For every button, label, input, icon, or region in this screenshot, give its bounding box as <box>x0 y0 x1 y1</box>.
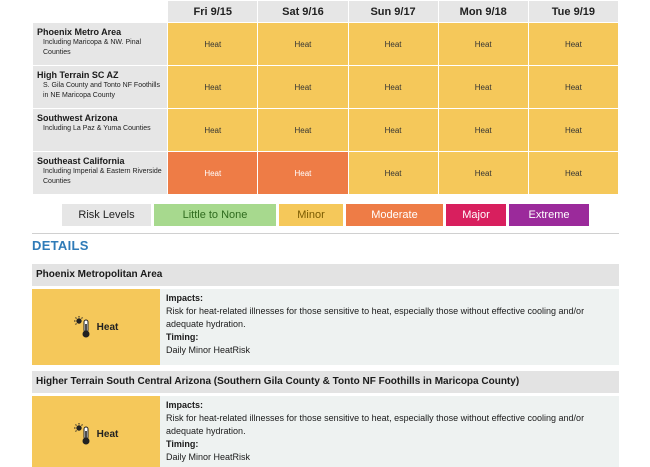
risk-cell: Heat <box>348 109 438 152</box>
impacts-text: Risk for heat-related illnesses for those sensitive to heat, especially those without effective cooling and/or adequate hydration. <box>166 306 585 329</box>
table-header-row <box>33 1 619 23</box>
timing-label: Timing: <box>166 439 199 449</box>
section-heading: Higher Terrain South Central Arizona (Southern Gila County & Tonto NF Foothills in Maricopa County) <box>32 371 619 393</box>
legend-major: Major <box>446 204 506 226</box>
day-header: Sat 9/16 <box>258 1 348 23</box>
region-subtitle: Including Imperial & Eastern Riverside Counties <box>43 168 162 185</box>
region-cell <box>33 109 168 152</box>
hazard-label: Heat <box>96 321 119 333</box>
risk-cell: Heat <box>348 66 438 109</box>
section-body <box>32 289 619 365</box>
table-row <box>33 152 619 195</box>
risk-cell: Heat <box>528 109 618 152</box>
risk-cell: Heat <box>438 66 528 109</box>
risk-cell: Heat <box>258 23 348 66</box>
risk-cell: Heat <box>258 109 348 152</box>
impacts-label: Impacts: <box>166 400 204 410</box>
divider <box>32 233 619 234</box>
section-info <box>166 292 616 357</box>
risk-cell: Heat <box>258 152 348 195</box>
region-subtitle: Including La Paz & Yuma Counties <box>43 125 151 132</box>
heatrisk-table <box>32 0 619 195</box>
risk-cell: Heat <box>168 66 258 109</box>
section-body <box>32 396 619 467</box>
hazard-label: Heat <box>96 428 119 440</box>
timing-label: Timing: <box>166 332 199 342</box>
region-name: High Terrain SC AZ <box>37 70 119 80</box>
region-subtitle: S. Gila County and Tonto NF Foothills in NE Maricopa County <box>43 82 160 99</box>
region-cell <box>33 152 168 195</box>
risk-cell: Heat <box>168 109 258 152</box>
legend-little-to-none: Little to None <box>154 204 276 226</box>
risk-cell: Heat <box>258 66 348 109</box>
region-cell <box>33 66 168 109</box>
legend-moderate: Moderate <box>346 204 443 226</box>
sun-thermometer-icon <box>74 316 94 338</box>
risk-cell: Heat <box>528 152 618 195</box>
sun-thermometer-icon <box>74 423 94 445</box>
legend-extreme: Extreme <box>509 204 589 226</box>
impacts-text: Risk for heat-related illnesses for those sensitive to heat, especially those without effective cooling and/or adequate hydration. <box>166 413 585 436</box>
day-header: Mon 9/18 <box>438 1 528 23</box>
legend-title: Risk Levels <box>62 204 151 226</box>
risk-legend <box>62 204 589 226</box>
region-cell <box>33 23 168 66</box>
hazard-box <box>32 289 160 365</box>
region-subtitle: Including Maricopa & NW. Pinal Counties <box>43 39 142 56</box>
risk-cell: Heat <box>348 23 438 66</box>
impacts-label: Impacts: <box>166 293 204 303</box>
legend-minor: Minor <box>279 204 343 226</box>
section-heading: Phoenix Metropolitan Area <box>32 264 619 286</box>
day-header: Sun 9/17 <box>348 1 438 23</box>
table-row <box>33 23 619 66</box>
region-name: Southwest Arizona <box>37 113 118 123</box>
timing-text: Daily Minor HeatRisk <box>166 452 251 462</box>
hazard-box <box>32 396 160 467</box>
day-header: Tue 9/19 <box>528 1 618 23</box>
details-title: DETAILS <box>32 238 89 253</box>
risk-cell: Heat <box>168 152 258 195</box>
risk-cell: Heat <box>528 66 618 109</box>
table-row <box>33 66 619 109</box>
day-header: Fri 9/15 <box>168 1 258 23</box>
section-info <box>166 399 616 464</box>
risk-cell: Heat <box>438 109 528 152</box>
region-name: Southeast California <box>37 156 125 166</box>
risk-cell: Heat <box>168 23 258 66</box>
risk-cell: Heat <box>348 152 438 195</box>
risk-cell: Heat <box>438 152 528 195</box>
region-name: Phoenix Metro Area <box>37 27 122 37</box>
risk-cell: Heat <box>528 23 618 66</box>
header-corner <box>33 1 168 23</box>
timing-text: Daily Minor HeatRisk <box>166 345 251 355</box>
risk-cell: Heat <box>438 23 528 66</box>
table-row <box>33 109 619 152</box>
